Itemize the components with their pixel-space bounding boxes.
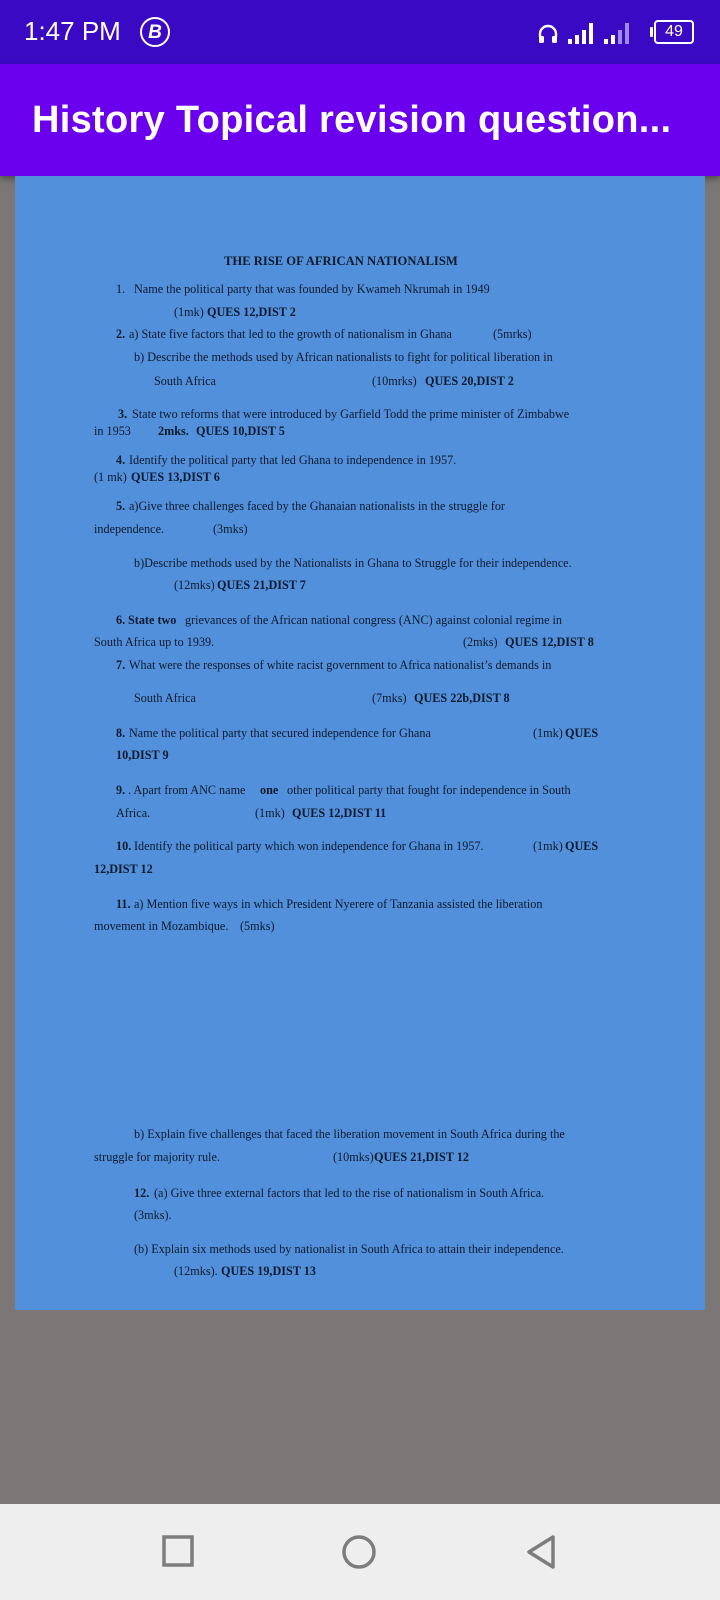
q7-text2: South Africa bbox=[134, 691, 196, 705]
q5-b-ref: QUES 21,DIST 7 bbox=[217, 578, 306, 592]
q2-a-text: a) State five factors that led to the growth of nationalism in Ghana bbox=[129, 327, 452, 341]
q4-ref: QUES 13,DIST 6 bbox=[131, 470, 220, 484]
q3-text: State two reforms that were introduced by Garfield Todd the prime minister of Zimbabwe bbox=[132, 407, 570, 421]
q11-a-text: a) Mention five ways in which President Nyerere of Tanzania assisted the liberation bbox=[134, 897, 543, 911]
q5-b-text: b)Describe methods used by the Nationalists in Ghana to Struggle for their independence. bbox=[134, 556, 572, 570]
q12-a-marks: (3mks). bbox=[134, 1208, 172, 1222]
q10-text: Identify the political party which won independence for Ghana in 1957. bbox=[134, 839, 484, 853]
q10-number: 10. bbox=[116, 839, 132, 853]
q4-number: 4. bbox=[116, 453, 126, 467]
q10-ref1: QUES bbox=[565, 839, 599, 853]
q5-a-marks: (3mks) bbox=[213, 522, 248, 536]
q3-marks: 2mks. bbox=[158, 424, 189, 438]
q8-text: Name the political party that secured independence for Ghana bbox=[129, 726, 431, 740]
q7-number: 7. bbox=[116, 658, 126, 672]
q6-marks: (2mks) bbox=[463, 635, 498, 649]
q4-marks: (1 mk) bbox=[94, 470, 127, 484]
q12-number: 12. bbox=[134, 1186, 150, 1200]
q9-ref: QUES 12,DIST 11 bbox=[292, 806, 387, 820]
q4-text: Identify the political party that led Ghana to independence in 1957. bbox=[129, 453, 457, 467]
q6-text: grievances of the African national congress (ANC) against colonial regime in bbox=[185, 613, 563, 627]
q12-a-text: (a) Give three external factors that led to the rise of nationalism in South Africa. bbox=[154, 1186, 545, 1200]
signal-bars-icon bbox=[568, 20, 602, 44]
q2-b-marks: (10mrks) bbox=[372, 374, 417, 388]
q5-b-marks: (12mks) bbox=[174, 578, 215, 592]
q11-b-text: b) Explain five challenges that faced the liberation movement in South Africa during the bbox=[134, 1127, 565, 1141]
q2-a-marks: (5mrks) bbox=[493, 327, 532, 341]
q10-marks: (1mk) bbox=[533, 839, 563, 853]
q1-marks: (1mk) bbox=[174, 305, 204, 319]
q12-b-marks: (12mks). bbox=[174, 1264, 218, 1278]
q1-text: Name the political party that was founded by Kwameh Nkrumah in 1949 bbox=[134, 282, 490, 296]
app-bar bbox=[0, 64, 720, 176]
q2-b-text: b) Describe the methods used by African nationalists to fight for political liberation in bbox=[134, 350, 553, 364]
recent-apps-icon[interactable] bbox=[161, 1534, 195, 1568]
q11-a-text2: movement in Mozambique. bbox=[94, 919, 229, 933]
q1-number: 1. bbox=[116, 282, 126, 296]
q10-ref2: 12,DIST 12 bbox=[94, 862, 153, 876]
document-page[interactable] bbox=[15, 176, 705, 1310]
signal-bars-icon bbox=[604, 20, 638, 44]
q7-marks: (7mks) bbox=[372, 691, 407, 705]
q12-b-text: (b) Explain six methods used by nationalist in South Africa to attain their independence. bbox=[134, 1242, 564, 1256]
q8-ref2: 10,DIST 9 bbox=[116, 748, 169, 762]
q9-bold-word: one bbox=[260, 783, 279, 797]
q5-a-text2: independence. bbox=[94, 522, 165, 536]
q8-number: 8. bbox=[116, 726, 126, 740]
q3-number: 3. bbox=[118, 407, 128, 421]
q7-ref: QUES 22b,DIST 8 bbox=[414, 691, 510, 705]
q11-number: 11. bbox=[116, 897, 131, 911]
q5-number: 5. bbox=[116, 499, 126, 513]
q11-b-ref: QUES 21,DIST 12 bbox=[374, 1150, 469, 1164]
navigation-bar bbox=[0, 1504, 720, 1600]
q8-marks: (1mk) bbox=[533, 726, 563, 740]
back-icon[interactable] bbox=[524, 1534, 558, 1570]
q8-ref1: QUES bbox=[565, 726, 599, 740]
b-badge-icon: B bbox=[140, 17, 170, 47]
status-time: 1:47 PM bbox=[24, 16, 121, 46]
q6-text2: South Africa up to 1939. bbox=[94, 635, 215, 649]
q2-b-ref: QUES 20,DIST 2 bbox=[425, 374, 514, 388]
q9-number: 9. bbox=[116, 783, 126, 797]
q6-bold-word: State two bbox=[128, 613, 177, 627]
q3-text2: in 1953 bbox=[94, 424, 131, 438]
q6-number: 6. bbox=[116, 613, 126, 627]
q9-text2: Africa. bbox=[116, 806, 151, 820]
battery-icon: 49 bbox=[654, 20, 694, 44]
q9-marks: (1mk) bbox=[255, 806, 285, 820]
q11-b-text2: struggle for majority rule. bbox=[94, 1150, 220, 1164]
q6-ref: QUES 12,DIST 8 bbox=[505, 635, 594, 649]
q3-ref: QUES 10,DIST 5 bbox=[196, 424, 285, 438]
q5-a-text: a)Give three challenges faced by the Ghanaian nationalists in the struggle for bbox=[129, 499, 505, 513]
q11-b-marks: (10mks) bbox=[333, 1150, 374, 1164]
page-title: History Topical revision question... bbox=[32, 99, 672, 141]
q12-b-ref: QUES 19,DIST 13 bbox=[221, 1264, 316, 1278]
q11-a-marks: (5mks) bbox=[240, 919, 275, 933]
q1-ref: QUES 12,DIST 2 bbox=[207, 305, 296, 319]
status-bar bbox=[0, 0, 720, 64]
document-heading: THE RISE OF AFRICAN NATIONALISM bbox=[224, 254, 458, 268]
home-icon[interactable] bbox=[341, 1534, 377, 1570]
q2-number: 2. bbox=[116, 327, 126, 341]
q7-text: What were the responses of white racist government to Africa nationalist’s demands in bbox=[129, 658, 552, 672]
headset-icon bbox=[537, 24, 559, 44]
q9-text-pre: . Apart from ANC name bbox=[128, 783, 246, 797]
q9-text-post: other political party that fought for independence in South bbox=[287, 783, 571, 797]
q2-b-text2: South Africa bbox=[154, 374, 216, 388]
